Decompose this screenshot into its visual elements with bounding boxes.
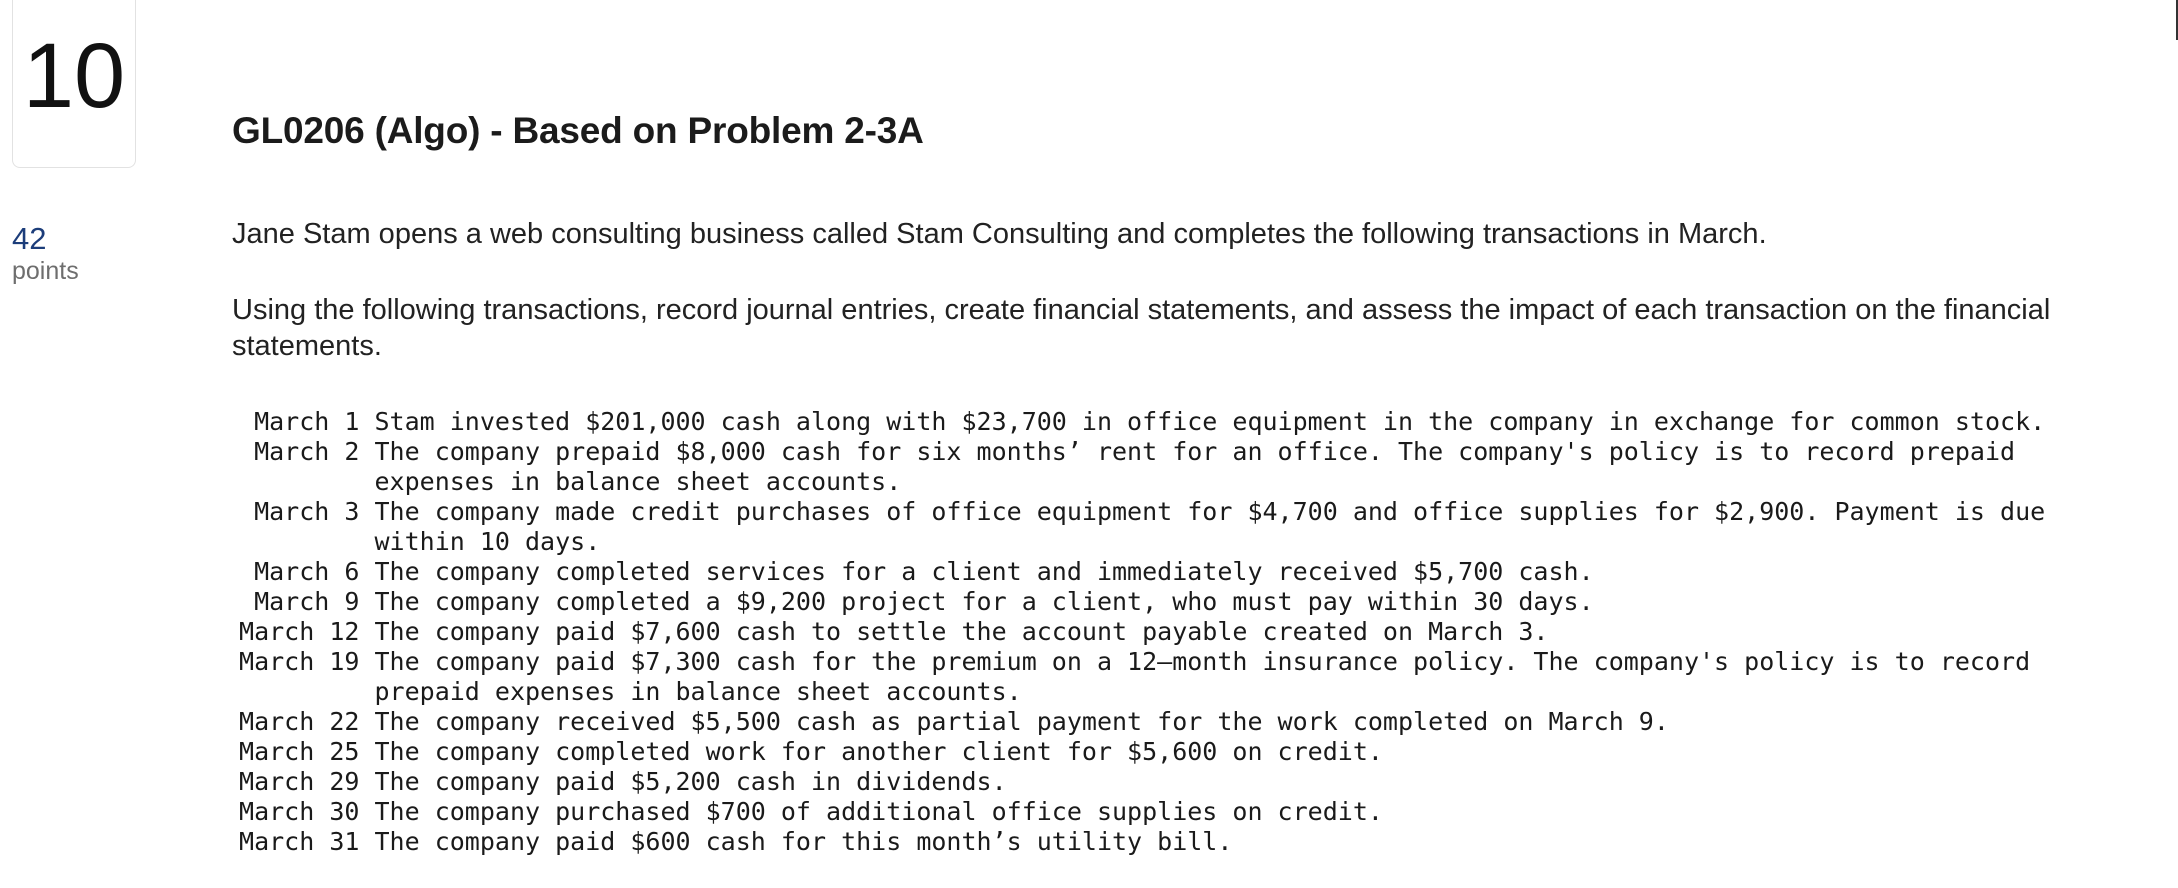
question-title: GL0206 (Algo) - Based on Problem 2-3A bbox=[232, 110, 924, 151]
points-value: 42 bbox=[12, 221, 47, 256]
transaction-description: The company completed a $9,200 project for a client, who must pay within 30 days. bbox=[374, 587, 1594, 616]
question-intro: Jane Stam opens a web consulting business called Stam Consulting and completes the following transactions in March. bbox=[232, 218, 1767, 250]
transaction-date: March 29 bbox=[239, 767, 360, 796]
transaction-date: March 9 bbox=[254, 587, 360, 616]
transaction-description: The company made credit purchases of office equipment for $4,700 and office supplies for $2,900. Payment is due within 10 days. bbox=[374, 497, 2046, 556]
transaction-row bbox=[230, 827, 2130, 857]
transaction-row bbox=[230, 497, 2130, 557]
transactions-list bbox=[230, 407, 2130, 857]
transaction-description: Stam invested $201,000 cash along with $23,700 in office equipment in the company in exchange for common stock. bbox=[374, 407, 2046, 436]
transaction-date: March 6 bbox=[254, 557, 360, 586]
transaction-description: The company purchased $700 of additional office supplies on credit. bbox=[374, 797, 1383, 826]
transaction-row bbox=[230, 587, 2130, 617]
transaction-row bbox=[230, 797, 2130, 827]
transaction-description: The company completed work for another client for $5,600 on credit. bbox=[374, 737, 1383, 766]
transaction-date: March 3 bbox=[254, 497, 360, 526]
transaction-date: March 30 bbox=[239, 797, 360, 826]
transaction-date: March 22 bbox=[239, 707, 360, 736]
question-number-badge bbox=[12, 0, 136, 168]
transaction-row bbox=[230, 437, 2130, 497]
transaction-description: The company paid $7,300 cash for the premium on a 12–month insurance policy. The company's policy is to record prepaid expenses in balance sheet accounts. bbox=[374, 647, 2031, 706]
transaction-description: The company paid $7,600 cash to settle the account payable created on March 3. bbox=[374, 617, 1549, 646]
transaction-row bbox=[230, 707, 2130, 737]
transaction-description: The company prepaid $8,000 cash for six months’ rent for an office. The company's policy is to record prepaid expenses in balance sheet accounts. bbox=[374, 437, 2016, 496]
transaction-date: March 12 bbox=[239, 617, 360, 646]
question-instructions: Using the following transactions, record journal entries, create financial statements, and assess the impact of each transaction on the financial statements. bbox=[232, 294, 2051, 362]
transaction-row bbox=[230, 767, 2130, 797]
points-label: points bbox=[12, 257, 79, 285]
transaction-row bbox=[230, 557, 2130, 587]
transaction-row bbox=[230, 617, 2130, 647]
transaction-date: March 19 bbox=[239, 647, 360, 676]
transaction-description: The company paid $600 cash for this month’s utility bill. bbox=[374, 827, 1233, 856]
transaction-date: March 2 bbox=[254, 437, 360, 466]
points-indicator bbox=[12, 222, 79, 286]
transaction-description: The company paid $5,200 cash in dividends. bbox=[374, 767, 1007, 796]
transaction-description: The company received $5,500 cash as partial payment for the work completed on March 9. bbox=[374, 707, 1669, 736]
question-number: 10 bbox=[22, 24, 126, 127]
transaction-row bbox=[230, 647, 2130, 707]
transaction-description: The company completed services for a client and immediately received $5,700 cash. bbox=[374, 557, 1594, 586]
transaction-date: March 1 bbox=[254, 407, 360, 436]
transaction-row bbox=[230, 407, 2130, 437]
transaction-row bbox=[230, 737, 2130, 767]
transaction-date: March 25 bbox=[239, 737, 360, 766]
transaction-date: March 31 bbox=[239, 827, 360, 856]
